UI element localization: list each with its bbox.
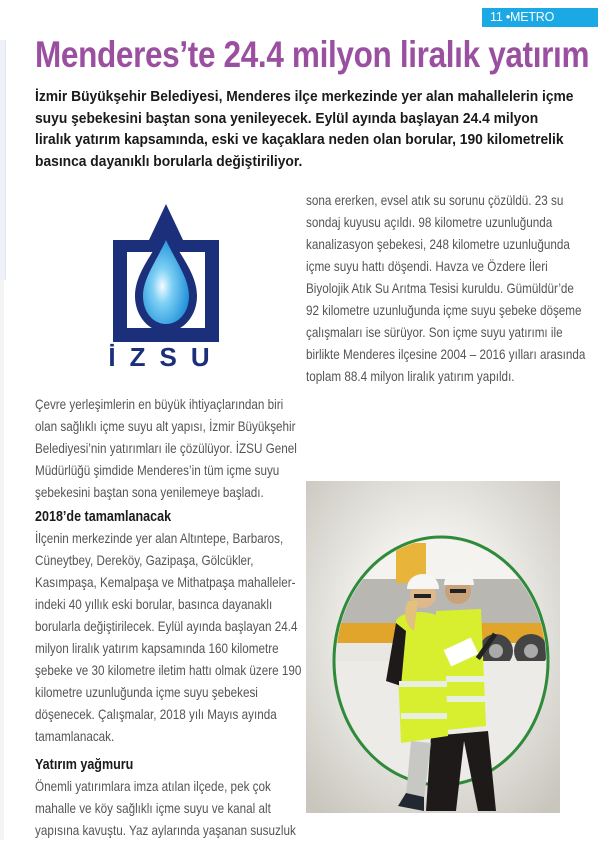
right-column-text — [306, 190, 586, 388]
page-edge-lower — [0, 280, 4, 840]
izsu-logo — [107, 200, 225, 370]
section1-body: İlçenin merkezinde yer alan Altıntepe, Barbaros, Cüneytbey, Dereköy, Gazipaşa, Gölcükler, Kasımpaşa, Kemalpaşa ve Mithatpaşa mahalleler-indeki 40 yıllık eski borular, basınca dayanaklı borularla değiştirilecek. Eylül ayında başlayan 24.4 milyon liralık yatırım kapsamında 160 kilometre şebeke ve 30 kilometre iletim hattı olmak üzere 190 kilometre uzunluğunda içme suyu şebekesi döşenecek. Çalışmalar, 2018 yılı Mayıs ayında tamamlanacak. — [35, 531, 302, 744]
left-column — [35, 394, 302, 842]
intro-paragraph: Çevre yerleşimlerin en büyük ihtiyaçlarından biri olan sağlıklı içme suyu alt yapısı, İzmir Büyükşehir Belediyesi’nin yatırımları ile çözülüyor. İZSU Genel Müdürlüğü şimdide Menderes’in tüm içme suyu şebekesini baştan sona yenilemeye başladı. — [35, 397, 297, 500]
page-edge — [0, 40, 6, 280]
section2-body: Önemli yatırımlara imza atılan ilçede, pek çok mahalle ve köy sağlıklı içme suyu ve kanal alt yapısına kavuştu. Yaz aylarında yaşanan susuzluk — [35, 779, 296, 838]
headline: Menderes’te 24.4 milyon liralık yatırım — [35, 33, 590, 75]
logo-text: İZSU — [108, 342, 224, 370]
lead-paragraph: İzmir Büyükşehir Belediyesi, Menderes ilçe merkezinde yer alan mahallelerin içme suyu şebekesini baştan sona yenileyecek. Eylül ayında başlayan 24.4 milyon liralık yatırım kapsamında, eski ve kaçaklara neden olan borular, 190 kilometrelik basınca dayanıklı borularla değiştiriliyor. — [35, 88, 574, 170]
article-photo — [306, 481, 560, 813]
section-tag: 11 •METRO — [482, 8, 598, 27]
section2-heading: Yatırım yağmuru — [35, 757, 134, 773]
section1-heading: 2018’de tamamlanacak — [35, 509, 172, 525]
right-column-paragraph: sona ererken, evsel atık su sorunu çözüldü. 23 su sondaj kuyusu açıldı. 98 kilometre uzunluğunda kanalizasyon şebekesi, 248 kilometre uzunluğunda içme suyu hattı döşendi. Havza ve Özdere İleri Biyolojik Atık Su Arıtma Tesisi kuruldu. Gümüldür’de 92 kilometre uzunluğunda içme suyu şebeke döşeme çalışmaları ise sürüyor. Son içme suyu yatırımı ile birlikte Menderes ilçesine 2004 – 2016 yılları arasında toplam 88.4 milyon liralık yatırım yapıldı. — [306, 193, 586, 384]
